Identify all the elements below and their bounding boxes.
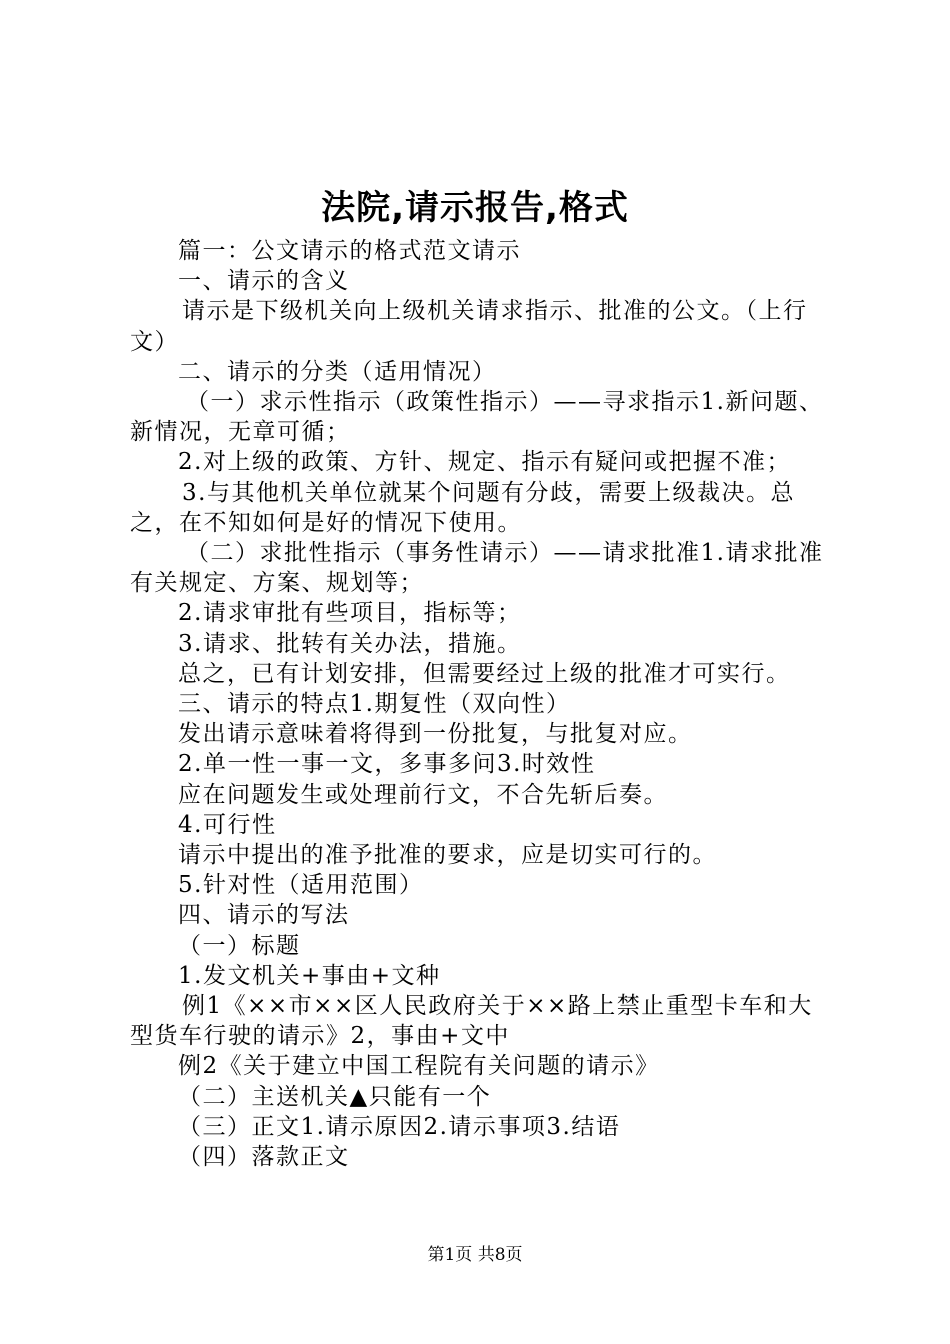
- paragraph: （二）主送机关▲只能有一个: [178, 1083, 492, 1110]
- paragraph: （四）落款正文: [178, 1144, 350, 1171]
- paragraph: 总之，已有计划安排，但需要经过上级的批准才可实行。: [178, 660, 791, 687]
- paragraph: 请示是下级机关向上级机关请求指示、批准的公文。（上行文）: [130, 298, 808, 355]
- paragraph: 一、请示的含义: [178, 268, 350, 295]
- paragraph: 例2《关于建立中国工程院有关问题的请示》: [178, 1053, 660, 1080]
- page-footer: 第1页 共8页: [427, 1245, 523, 1265]
- paragraph: 2.对上级的政策、方针、规定、指示有疑问或把握不准；: [178, 449, 791, 476]
- paragraph: （三）正文1.请示原因2.请示事项3.结语: [178, 1113, 621, 1140]
- paragraph: 应在问题发生或处理前行文，不合先斩后奏。: [178, 781, 668, 808]
- paragraph: （一）求示性指示（政策性指示）——寻求指示1.新问题、新情况，无章可循；: [130, 389, 824, 446]
- paragraph: 5.针对性（适用范围）: [178, 872, 424, 899]
- paragraph: （一）标题: [178, 932, 301, 959]
- paragraph: 2.单一性一事一文，多事多问3.时效性: [178, 751, 596, 778]
- paragraph: 发出请示意味着将得到一份批复，与批复对应。: [178, 721, 693, 748]
- paragraph: 例1《××市××区人民政府关于××路上禁止重型卡车和大型货车行驶的请示》2，事由+文中: [130, 993, 813, 1050]
- paragraph: 2.请求审批有些项目，指标等；: [178, 600, 522, 627]
- paragraph: 4.可行性: [178, 811, 277, 838]
- paragraph: 二、请示的分类（适用情况）: [178, 358, 497, 385]
- paragraph: 四、请示的写法: [178, 902, 350, 929]
- document-body: [130, 236, 835, 1172]
- paragraph: 3.请求、批转有关办法，措施。: [178, 630, 522, 657]
- document-title: 法院,请示报告,格式: [321, 188, 629, 228]
- paragraph: （二）求批性指示（事务性请示）——请求批准1.请求批准有关规定、方案、规划等；: [130, 540, 824, 597]
- paragraph: 3.与其他机关单位就某个问题有分歧，需要上级裁决。总之，在不知如何是好的情况下使用。: [130, 479, 795, 536]
- paragraph: 1.发文机关+事由+文种: [178, 962, 441, 989]
- paragraph: 三、请示的特点1.期复性（双向性）: [178, 691, 571, 718]
- paragraph: 请示中提出的准予批准的要求，应是切实可行的。: [178, 842, 717, 869]
- paragraph: 篇一：公文请示的格式范文请示: [178, 238, 521, 264]
